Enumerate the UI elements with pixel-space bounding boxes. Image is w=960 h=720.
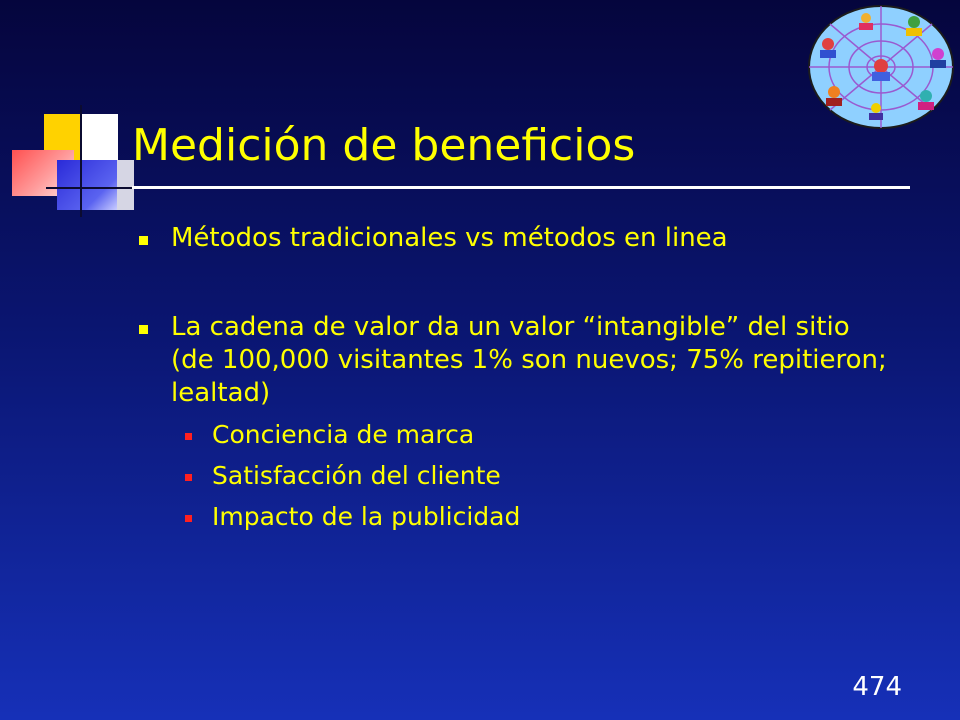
sub-bullet-item [130, 501, 890, 533]
bullet-text: La cadena de valor da un valor “intangible” del sitio (de 100,000 visitantes 1% son nuevos; 75% repitieron; lealtad) [171, 312, 887, 408]
square-bullet-icon [139, 325, 148, 334]
globe-network-icon [806, 4, 956, 130]
slide-content [130, 222, 890, 533]
sub-bullet-item [130, 460, 890, 492]
title-underline [132, 186, 910, 189]
decor-vertical-line [80, 105, 82, 217]
square-bullet-icon [139, 236, 148, 245]
decor-horizontal-line [46, 187, 136, 189]
red-square-bullet-icon [185, 515, 192, 522]
sub-bullet-item [130, 419, 890, 451]
white-square [82, 114, 118, 162]
page-number: 474 [852, 672, 902, 702]
slide-title: Medición de beneficios [132, 120, 636, 171]
red-square-bullet-icon [185, 474, 192, 481]
sub-bullet-text: Impacto de la publicidad [212, 502, 521, 531]
blue-square [57, 160, 117, 210]
bullet-item [130, 311, 890, 410]
decorative-squares-icon [0, 0, 150, 220]
bullet-item [130, 222, 890, 255]
sub-bullet-text: Conciencia de marca [212, 420, 475, 449]
red-square-bullet-icon [185, 433, 192, 440]
sub-bullet-text: Satisfacción del cliente [212, 461, 501, 490]
bullet-text: Métodos tradicionales vs métodos en linea [171, 223, 728, 253]
